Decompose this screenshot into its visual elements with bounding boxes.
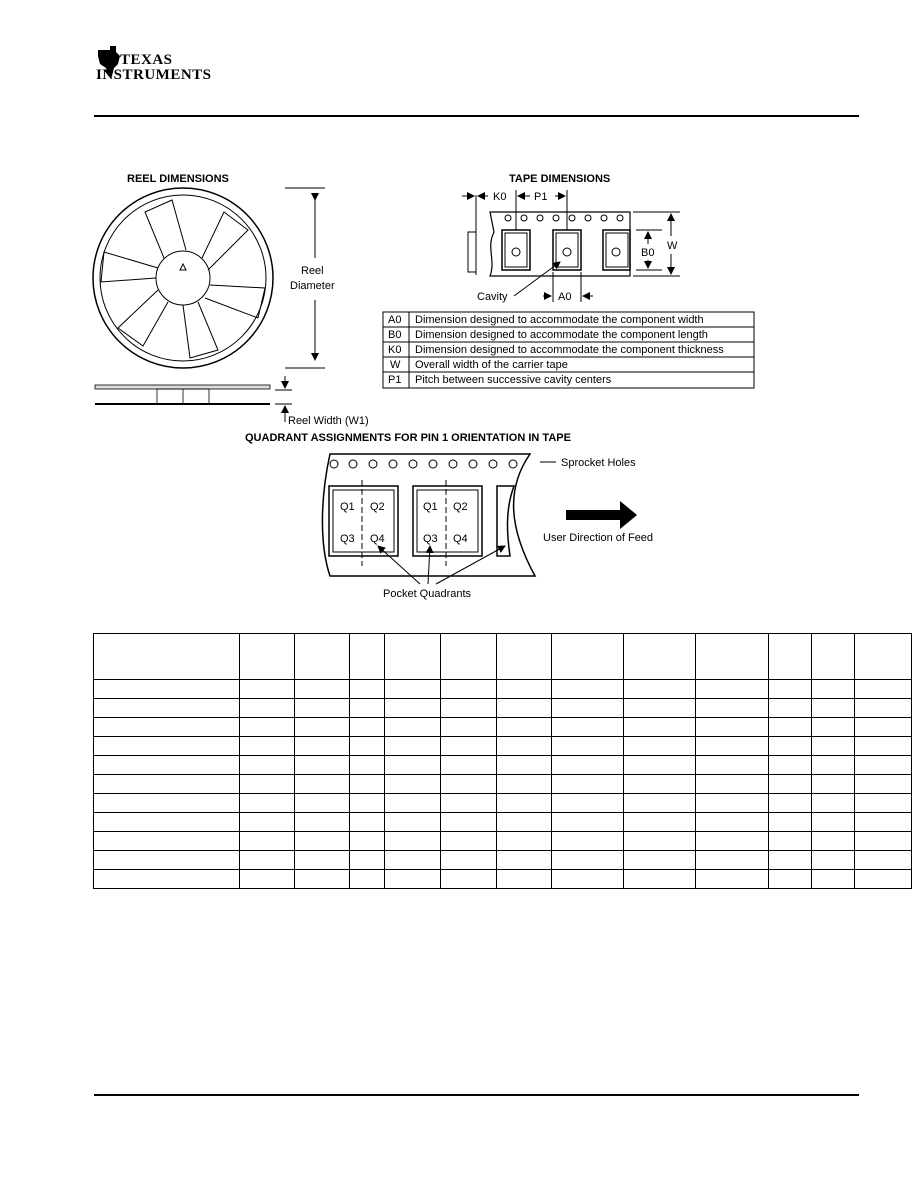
table-cell [385,832,441,851]
reel-drawing [93,188,273,368]
sprocket-holes-label: Sprocket Holes [561,457,636,469]
table-cell [552,794,624,813]
table-cell [769,634,812,680]
table-cell [385,794,441,813]
table-cell [240,699,295,718]
table-cell [295,718,350,737]
table-cell [385,737,441,756]
table-cell [94,775,240,794]
table-cell [769,756,812,775]
table-cell [552,851,624,870]
pocket-quadrants-label: Pocket Quadrants [383,588,472,600]
table-cell [812,813,855,832]
table-cell [855,718,912,737]
table-cell [855,680,912,699]
tape-w-label: W [667,240,678,252]
table-cell [350,851,385,870]
table-cell [94,680,240,699]
table-cell [441,794,497,813]
table-cell [350,718,385,737]
table-row [94,680,912,699]
table-cell [624,634,696,680]
table-cell [552,718,624,737]
table-cell [696,680,769,699]
quadrant-q3-right: Q3 [423,533,438,545]
table-cell [624,870,696,889]
tape-drawing [468,195,630,276]
quadrant-q2-right: Q2 [453,501,468,513]
table-cell [441,634,497,680]
reel-width-label: Reel Width (W1) [288,415,369,427]
table-cell [240,756,295,775]
table-cell [855,870,912,889]
feed-direction-arrow-icon [566,501,637,529]
table-cell [497,680,552,699]
table-cell [295,775,350,794]
legend-code-p1: P1 [388,374,402,386]
table-cell [855,813,912,832]
table-cell [812,794,855,813]
tape-p1-label: P1 [534,191,548,203]
table-header-row [94,634,912,680]
table-cell [385,813,441,832]
reel-diameter-label-2: Diameter [290,280,335,292]
table-cell [94,718,240,737]
logo-text-instruments: INSTRUMENTS [96,67,212,83]
table-cell [497,634,552,680]
table-cell [94,813,240,832]
table-cell [385,718,441,737]
table-cell [295,756,350,775]
table-cell [441,680,497,699]
table-cell [350,813,385,832]
table-cell [94,699,240,718]
table-cell [441,699,497,718]
table-cell [552,813,624,832]
table-cell [624,851,696,870]
table-cell [812,634,855,680]
table-row [94,813,912,832]
table-cell [94,756,240,775]
table-cell [497,813,552,832]
table-cell [295,851,350,870]
table-cell [855,634,912,680]
table-cell [240,813,295,832]
table-cell [441,832,497,851]
table-cell [696,699,769,718]
table-cell [769,718,812,737]
quadrant-q4-left: Q4 [370,533,385,545]
table-cell [696,718,769,737]
table-cell [696,813,769,832]
tape-sprocket-row [505,215,623,221]
reel-tape-data-table [93,633,912,889]
table-cell [497,756,552,775]
reel-title: REEL DIMENSIONS [127,173,229,185]
table-cell [240,680,295,699]
table-cell [295,813,350,832]
table-cell [812,680,855,699]
table-cell [552,775,624,794]
table-cell [350,794,385,813]
table-cell [240,737,295,756]
table-cell [812,737,855,756]
table-cell [385,680,441,699]
table-cell [855,756,912,775]
tape-a0-label: A0 [558,291,572,303]
table-cell [497,718,552,737]
table-cell [295,870,350,889]
table-cell [696,851,769,870]
table-cell [94,737,240,756]
table-cell [94,634,240,680]
table-cell [441,870,497,889]
table-cell [240,870,295,889]
table-cell [240,718,295,737]
table-cell [240,794,295,813]
table-cell [624,813,696,832]
tape-b0-label: B0 [641,247,655,259]
table-cell [624,718,696,737]
table-row [94,832,912,851]
footer-rule [94,1094,859,1096]
table-cell [497,794,552,813]
table-cell [295,737,350,756]
table-cell [769,851,812,870]
table-cell [696,870,769,889]
table-row [94,794,912,813]
table-cell [385,851,441,870]
table-cell [696,832,769,851]
table-row [94,775,912,794]
quadrant-q4-right: Q4 [453,533,468,545]
table-cell [295,699,350,718]
table-cell [441,851,497,870]
table-cell [94,870,240,889]
table-cell [350,737,385,756]
reel-diameter-label-1: Reel [301,265,324,277]
table-cell [497,870,552,889]
table-cell [350,680,385,699]
table-row [94,851,912,870]
feed-direction-label: User Direction of Feed [543,532,654,544]
table-cell [441,775,497,794]
table-cell [855,851,912,870]
table-cell [769,870,812,889]
legend-desc-p1: Pitch between successive cavity centers [415,374,612,386]
table-cell [812,851,855,870]
table-row [94,870,912,889]
table-cell [769,737,812,756]
table-cell [385,756,441,775]
table-cell [812,718,855,737]
table-cell [94,832,240,851]
table-cell [696,634,769,680]
table-cell [497,775,552,794]
table-cell [295,634,350,680]
table-cell [240,634,295,680]
table-cell [696,775,769,794]
table-cell [855,775,912,794]
table-cell [497,832,552,851]
table-cell [552,870,624,889]
table-cell [624,699,696,718]
table-cell [855,737,912,756]
table-cell [240,851,295,870]
table-cell [855,832,912,851]
legend-desc-a0: Dimension designed to accommodate the component width [415,314,704,326]
table-row [94,699,912,718]
table-row [94,737,912,756]
quadrant-title: QUADRANT ASSIGNMENTS FOR PIN 1 ORIENTATION IN TAPE [245,432,571,444]
table-cell [295,832,350,851]
tape-cavity-label: Cavity [477,291,508,303]
table-cell [624,794,696,813]
table-cell [812,870,855,889]
legend-desc-b0: Dimension designed to accommodate the component length [415,329,708,341]
table-cell [552,756,624,775]
table-cell [769,775,812,794]
table-cell [441,737,497,756]
table-cell [385,775,441,794]
table-cell [812,699,855,718]
logo-text-texas: TEXAS [120,52,173,68]
quadrant-q2-left: Q2 [370,501,385,513]
table-cell [350,699,385,718]
table-cell [696,756,769,775]
table-cell [94,851,240,870]
table-cell [94,794,240,813]
table-cell [240,832,295,851]
table-cell [624,775,696,794]
tape-title: TAPE DIMENSIONS [509,173,611,185]
table-cell [441,718,497,737]
table-cell [552,737,624,756]
table-cell [350,870,385,889]
quadrant-tape-drawing [322,454,535,576]
table-cell [385,634,441,680]
table-cell [769,680,812,699]
table-cell [624,832,696,851]
table-cell [552,832,624,851]
table-row [94,756,912,775]
table-cell [855,794,912,813]
quadrant-q1-right: Q1 [423,501,438,513]
table-cell [441,756,497,775]
table-cell [696,794,769,813]
table-cell [552,634,624,680]
table-cell [441,813,497,832]
table-cell [240,775,295,794]
table-cell [769,699,812,718]
table-row [94,718,912,737]
table-cell [385,870,441,889]
quadrant-q1-left: Q1 [340,501,355,513]
table-cell [552,680,624,699]
table-cell [696,737,769,756]
table-cell [295,680,350,699]
table-cell [624,680,696,699]
table-cell [812,756,855,775]
table-cell [855,699,912,718]
legend-desc-k0: Dimension designed to accommodate the component thickness [415,344,724,356]
tape-k0-label: K0 [493,191,507,203]
quadrant-q3-left: Q3 [340,533,355,545]
table-cell [350,756,385,775]
table-cell [497,699,552,718]
legend-code-a0: A0 [388,314,402,326]
table-cell [350,634,385,680]
table-cell [624,737,696,756]
legend-desc-w: Overall width of the carrier tape [415,359,568,371]
table-cell [350,775,385,794]
table-cell [769,794,812,813]
table-cell [769,813,812,832]
table-cell [350,832,385,851]
table-cell [497,851,552,870]
table-cell [497,737,552,756]
table-cell [812,775,855,794]
legend-code-w: W [390,359,401,371]
table-cell [812,832,855,851]
legend-code-k0: K0 [388,344,402,356]
legend-code-b0: B0 [388,329,402,341]
table-cell [552,699,624,718]
table-cell [385,699,441,718]
table-cell [624,756,696,775]
table-cell [769,832,812,851]
table-cell [295,794,350,813]
